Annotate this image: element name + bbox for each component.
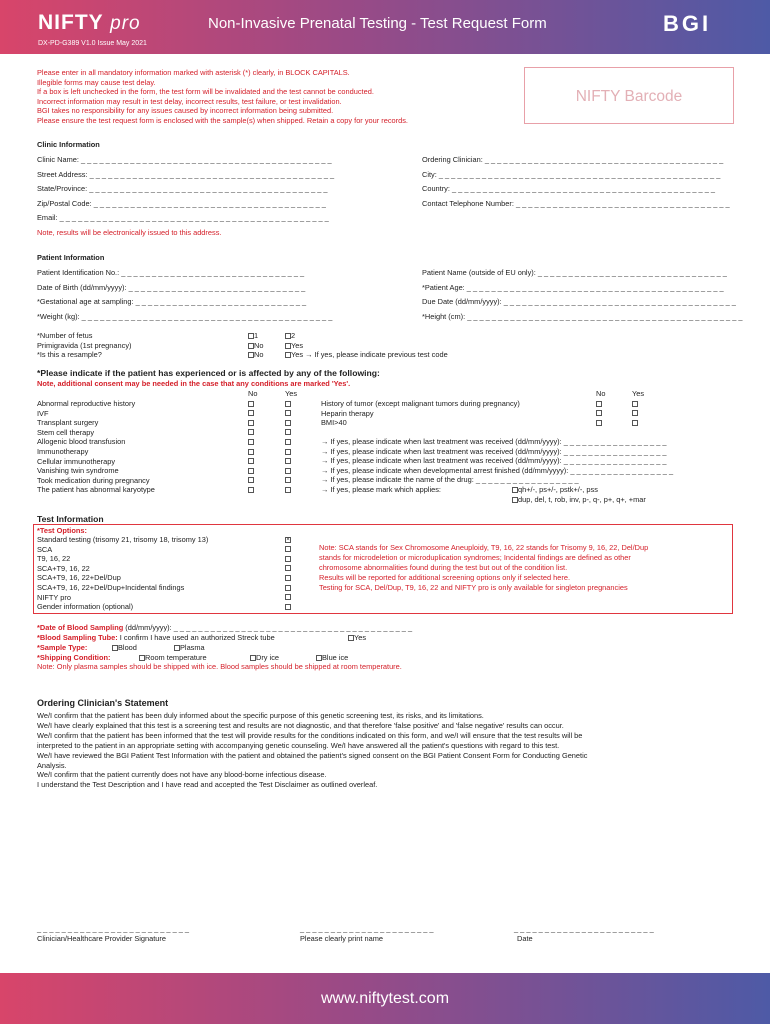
- test-note-line: chromosome abnormalities found during the test but out of the condition list.: [319, 563, 568, 572]
- test-option-checkbox[interactable]: [285, 546, 291, 552]
- followup-blank[interactable]: _ _ _ _ _ _ _ _ _ _ _ _ _ _ _ _ _: [473, 475, 579, 485]
- header-banner: [0, 0, 770, 54]
- test-note-line: Note: SCA stands for Sex Chromosome Aneuploidy, T9, 16, 22 stands for Trisomy 9, 16, 22, Del/Dup: [319, 543, 649, 552]
- condition-label: Vanishing twin syndrome: [37, 466, 119, 476]
- followup-field[interactable]: [321, 485, 441, 494]
- test-option-checkbox[interactable]: [285, 585, 291, 591]
- zip-field[interactable]: Zip/Postal Code: _ _ _ _ _ _ _ _ _ _ _ _ _ _ _ _ _ _ _ _ _ _ _ _ _ _ _ _ _ _ _ _ _ _ _ _ _ _: [37, 199, 326, 208]
- statement-text: [37, 711, 587, 790]
- statement-line: We/I have clearly explained that this test is a screening test and results are not diagnostic, and that therefore 'false positive' and 'false negative' results can occur.: [37, 720, 564, 730]
- country-field[interactable]: Country: _ _ _ _ _ _ _ _ _ _ _ _ _ _ _ _ _ _ _ _ _ _ _ _ _ _ _ _ _ _ _ _ _ _ _ _ _ _ _ _ _ _ _: [422, 184, 715, 193]
- statement-line: Analysis.: [37, 760, 67, 770]
- checkbox-yes[interactable]: [285, 410, 291, 416]
- city-field[interactable]: City: _ _ _ _ _ _ _ _ _ _ _ _ _ _ _ _ _ _ _ _ _ _ _ _ _ _ _ _ _ _ _ _ _ _ _ _ _ _ _ _ _ _ _ _ _ _: [422, 170, 721, 179]
- checkbox-yes[interactable]: [285, 458, 291, 464]
- statement-line: We/I confirm that the patient has been informed that the test will provide results for the conditions indicated on this form, and we/I will ensure that the test results will be: [37, 730, 583, 740]
- test-option-checkbox[interactable]: [285, 556, 291, 562]
- fetus-option-2[interactable]: 2: [285, 331, 295, 340]
- barcode-area: NIFTY Barcode: [524, 67, 734, 124]
- test-option-label: SCA+T9, 16, 22+Del/Dup: [37, 573, 121, 583]
- shipping-dry-ice[interactable]: Dry ice: [250, 653, 279, 662]
- followup-blank[interactable]: _ _ _ _ _ _ _ _ _ _ _ _ _ _ _ _ _: [561, 437, 667, 446]
- test-note-line: stands for microdeletion or microduplication syndromes; Incidental findings are defined as other: [319, 553, 631, 562]
- test-option-label: SCA: [37, 544, 53, 554]
- followup-field[interactable]: [321, 437, 667, 446]
- ordering-clinician-field[interactable]: Ordering Clinician: _ _ _ _ _ _ _ _ _ _ _ _ _ _ _ _ _ _ _ _ _ _ _ _ _ _ _ _ _ _ _ _ _ _ _ _ _ _ _: [422, 155, 724, 164]
- followup-field[interactable]: [321, 447, 667, 456]
- test-note-line: Results will be reported for additional screening options only if selected here.: [319, 573, 571, 582]
- condition-label: Abnormal reproductive history: [37, 399, 136, 408]
- fetus-option-1[interactable]: 1: [248, 331, 258, 340]
- test-option-checkbox[interactable]: [285, 575, 291, 581]
- instruction-line: BGI takes no responsibility for any issues caused by incorrect information being submitted.: [37, 106, 334, 116]
- gestational-age-field[interactable]: *Gestational age at sampling: _ _ _ _ _ _ _ _ _ _ _ _ _ _ _ _ _ _ _ _ _ _ _ _ _ _ _ _: [37, 297, 307, 306]
- col-yes-left: Yes: [285, 389, 298, 398]
- resample-no[interactable]: No: [248, 350, 263, 359]
- street-field[interactable]: Street Address: _ _ _ _ _ _ _ _ _ _ _ _ _ _ _ _ _ _ _ _ _ _ _ _ _ _ _ _ _ _ _ _ _ _ _ _ _ _ _ _: [37, 170, 335, 179]
- checkbox-no[interactable]: [248, 410, 254, 416]
- checkbox-yes[interactable]: [285, 487, 291, 493]
- karyotype-option-2[interactable]: dup, del, t, rob, inv, p-, q-, p+, q+, +mar: [512, 495, 646, 504]
- col-no-right: No: [596, 389, 606, 398]
- checkbox-yes[interactable]: [285, 439, 291, 445]
- nifty-pro-logo: NIFTY pro: [38, 11, 141, 34]
- condition-label: Allogenic blood transfusion: [37, 437, 126, 447]
- checkbox-yes[interactable]: [632, 410, 638, 416]
- shipping-note: Note: Only plasma samples should be shipped with ice. Blood samples should be shipped at room temperature.: [37, 662, 402, 671]
- followup-label: → If yes, please indicate the name of the drug:: [321, 475, 474, 485]
- instruction-line: Please ensure the test request form is enclosed with the sample(s) when shipped. Retain a copy for your records.: [37, 115, 408, 125]
- followup-label: → If yes, please indicate when last treatment was received (dd/mm/yyyy):: [321, 456, 562, 466]
- test-option-label: Standard testing (trisomy 21, trisomy 18, trisomy 13): [37, 535, 209, 544]
- condition-label: Cellular immunotherapy: [37, 456, 116, 466]
- signature-label: Clinician/Healthcare Provider Signature: [37, 934, 166, 943]
- checkbox-no[interactable]: [596, 401, 602, 407]
- state-field[interactable]: State/Province: _ _ _ _ _ _ _ _ _ _ _ _ _ _ _ _ _ _ _ _ _ _ _ _ _ _ _ _ _ _ _ _ _ _ _ _ _ _ _: [37, 184, 328, 193]
- statement-line: I understand the Test Description and I have read and accepted the Test Disclaimer as outlined overleaf.: [37, 780, 378, 790]
- resample-label: *Is this a resample?: [37, 350, 102, 359]
- email-field[interactable]: Email: _ _ _ _ _ _ _ _ _ _ _ _ _ _ _ _ _ _ _ _ _ _ _ _ _ _ _ _ _ _ _ _ _ _ _ _ _ _ _ _ _ _ _ _: [37, 213, 329, 222]
- checkbox-yes[interactable]: [632, 401, 638, 407]
- followup-label: → If yes, please indicate when developmental arrest finished (dd/mm/yyyy):: [321, 465, 569, 475]
- sample-type-plasma[interactable]: Plasma: [174, 643, 205, 652]
- clinic-name-field[interactable]: Clinic Name: _ _ _ _ _ _ _ _ _ _ _ _ _ _ _ _ _ _ _ _ _ _ _ _ _ _ _ _ _ _ _ _ _ _ _ _ _ _ _ _ _: [37, 155, 332, 164]
- test-option-checkbox[interactable]: [285, 594, 291, 600]
- checkbox-yes[interactable]: [285, 420, 291, 426]
- test-option-checkbox[interactable]: ×: [286, 536, 290, 543]
- test-options-label: *Test Options:: [37, 526, 87, 535]
- checkbox-no[interactable]: [248, 487, 254, 493]
- checkbox-no[interactable]: [248, 477, 254, 483]
- weight-field[interactable]: *Weight (kg): _ _ _ _ _ _ _ _ _ _ _ _ _ _ _ _ _ _ _ _ _ _ _ _ _ _ _ _ _ _ _ _ _ _ _ _ _ _ _ _ _: [37, 312, 333, 321]
- patient-name-field[interactable]: Patient Name (outside of EU only): _ _ _ _ _ _ _ _ _ _ _ _ _ _ _ _ _ _ _ _ _ _ _ _ _ _ _ _ _ _ _: [422, 268, 727, 277]
- dob-field[interactable]: Date of Birth (dd/mm/yyyy): _ _ _ _ _ _ _ _ _ _ _ _ _ _ _ _ _ _ _ _ _ _ _ _ _ _ _ _ _: [37, 283, 306, 292]
- followup-field[interactable]: [321, 475, 579, 484]
- statement-line: We/I confirm that the patient currently does not have any blood-borne infectious disease.: [37, 770, 327, 780]
- checkbox-yes[interactable]: [285, 401, 291, 407]
- checkbox-yes[interactable]: [285, 477, 291, 483]
- conditions-note: Note, additional consent may be needed in the case that any conditions are marked 'Yes'.: [37, 379, 351, 388]
- instruction-line: Illegible forms may cause test delay.: [37, 77, 156, 87]
- clinic-heading: Clinic Information: [37, 140, 100, 149]
- primigravida-label: Primigravida (1st pregnancy): [37, 341, 132, 350]
- conditions-heading: *Please indicate if the patient has experienced or is affected by any of the following:: [37, 368, 380, 378]
- test-note: [319, 543, 648, 593]
- checkbox-no[interactable]: [248, 420, 254, 426]
- checkbox-no[interactable]: [248, 439, 254, 445]
- patient-heading: Patient Information: [37, 253, 105, 262]
- statement-heading: Ordering Clinician's Statement: [37, 698, 169, 708]
- checkbox-no[interactable]: [248, 458, 254, 464]
- sampling-tube-row: *Blood Sampling Tube: I confirm I have used an authorized Streck tube: [37, 633, 275, 642]
- statement-line: We/I have reviewed the BGI Patient Test Information with the patient and obtained the patient's signed consent on the BGI Patient Consent Form for Conducting Genetic: [37, 750, 588, 760]
- condition-label: History of tumor (except malignant tumors during pregnancy): [321, 399, 520, 408]
- condition-label: The patient has abnormal karyotype: [37, 485, 155, 495]
- instruction-line: If a box is left unchecked in the form, the test form will be invalidated and the test cannot be conducted.: [37, 87, 374, 97]
- instruction-line: Please enter in all mandatory information marked with asterisk (*) clearly, in BLOCK CAPITALS.: [37, 68, 350, 77]
- sample-type-label: *Sample Type:: [37, 643, 88, 652]
- form-title: Non-Invasive Prenatal Testing - Test Request Form: [208, 15, 547, 32]
- instruction-line: Incorrect information may result in test delay, incorrect results, test failure, or test invalidation.: [37, 96, 342, 106]
- test-option-label: SCA+T9, 16, 22+Del/Dup+Incidental findings: [37, 583, 185, 592]
- followup-blank[interactable]: _ _ _ _ _ _ _ _ _ _ _ _ _ _ _ _ _: [568, 465, 674, 475]
- checkbox-no[interactable]: [596, 420, 602, 426]
- checkbox-yes[interactable]: [632, 420, 638, 426]
- statement-line: We/I confirm that the patient has been duly informed about the specific purpose of this genetic screening test, its risks, and its limitations.: [37, 711, 484, 720]
- phone-field[interactable]: Contact Telephone Number: _ _ _ _ _ _ _ _ _ _ _ _ _ _ _ _ _ _ _ _ _ _ _ _ _ _ _ _ _ _ _ _ _ _ _: [422, 199, 730, 208]
- instructions: [37, 68, 408, 126]
- height-field[interactable]: *Height (cm): _ _ _ _ _ _ _ _ _ _ _ _ _ _ _ _ _ _ _ _ _ _ _ _ _ _ _ _ _ _ _ _ _ _ _ _ _ _ _ _ _ _ _ _ _: [422, 312, 743, 321]
- shipping-room-temp[interactable]: Room temperature: [139, 653, 207, 662]
- test-option-label: Gender information (optional): [37, 602, 134, 612]
- patient-age-field[interactable]: *Patient Age: _ _ _ _ _ _ _ _ _ _ _ _ _ _ _ _ _ _ _ _ _ _ _ _ _ _ _ _ _ _ _ _ _ _ _ _ _ _ _ _ _ _: [422, 283, 724, 292]
- shipping-label: *Shipping Condition:: [37, 653, 111, 662]
- checkbox-no[interactable]: [248, 468, 254, 474]
- fetus-label: *Number of fetus: [37, 331, 93, 340]
- condition-label: Immunotherapy: [37, 447, 89, 456]
- checkbox-yes[interactable]: [285, 429, 291, 435]
- checkbox-no[interactable]: [596, 410, 602, 416]
- signature-line[interactable]: _ _ _ _ _ _ _ _ _ _ _ _ _ _ _ _ _ _ _ _ _ _ _ _ _: [37, 924, 190, 933]
- website-link[interactable]: www.niftytest.com: [320, 990, 450, 1007]
- statement-line: interpreted to the patient in an appropriate setting with accompanying genetic counseling. We/I have answered all the patient's questions with regard to this test.: [37, 740, 560, 750]
- followup-field[interactable]: [321, 456, 667, 465]
- condition-label: Stem cell therapy: [37, 427, 95, 437]
- condition-label: Took medication during pregnancy: [37, 475, 150, 485]
- document-id: DX-PD-G389 V1.0 Issue May 2021: [38, 40, 147, 47]
- date-label: Date: [517, 934, 533, 943]
- shipping-blue-ice[interactable]: Blue ice: [316, 653, 348, 662]
- bgi-logo: [640, 12, 735, 34]
- condition-label: BMI>40: [321, 418, 347, 428]
- checkbox-no[interactable]: [248, 449, 254, 455]
- test-option-label: SCA+T9, 16, 22: [37, 563, 90, 573]
- test-note-line: Testing for SCA, Del/Dup, T9, 16, 22 and NIFTY pro is only available for singleton pregnancies: [319, 583, 628, 592]
- print-name-line[interactable]: _ _ _ _ _ _ _ _ _ _ _ _ _ _ _ _ _ _ _ _ _ _: [300, 924, 434, 933]
- resample-yes[interactable]: Yes → If yes, please indicate previous test code: [285, 350, 448, 359]
- svg-text:BGI: BGI: [662, 12, 712, 34]
- checkbox-no[interactable]: [248, 429, 254, 435]
- checkbox-yes[interactable]: [285, 468, 291, 474]
- condition-label: Heparin therapy: [321, 408, 374, 418]
- followup-blank[interactable]: _ _ _ _ _ _ _ _ _ _ _ _ _ _ _ _ _: [561, 456, 667, 466]
- condition-label: IVF: [37, 408, 49, 418]
- due-date-field[interactable]: Due Date (dd/mm/yyyy): _ _ _ _ _ _ _ _ _ _ _ _ _ _ _ _ _ _ _ _ _ _ _ _ _ _ _ _ _ _ _ _ _ _ _ _ _ _: [422, 297, 736, 306]
- footer-banner: [0, 973, 770, 1024]
- primigravida-no[interactable]: No: [248, 341, 263, 350]
- col-yes-right: Yes: [632, 389, 645, 398]
- test-option-checkbox[interactable]: [285, 604, 291, 610]
- checkbox-yes[interactable]: [285, 449, 291, 455]
- followup-label: → If yes, please indicate when last treatment was received (dd/mm/yyyy):: [321, 446, 562, 456]
- email-note: Note, results will be electronically issued to this address.: [37, 228, 222, 237]
- test-option-label: T9, 16, 22: [37, 554, 71, 564]
- date-line[interactable]: _ _ _ _ _ _ _ _ _ _ _ _ _ _ _ _ _ _ _ _ _ _ _: [514, 924, 654, 933]
- test-option-label: NIFTY pro: [37, 592, 71, 602]
- checkbox-no[interactable]: [248, 401, 254, 407]
- sample-type-blood[interactable]: Blood: [112, 643, 137, 652]
- followup-label: → If yes, please mark which applies:: [321, 485, 441, 494]
- patient-id-field[interactable]: Patient Identification No.: _ _ _ _ _ _ _ _ _ _ _ _ _ _ _ _ _ _ _ _ _ _ _ _ _ _ _ _ _ _: [37, 268, 305, 277]
- followup-label: → If yes, please indicate when last treatment was received (dd/mm/yyyy):: [321, 437, 562, 446]
- print-name-label: Please clearly print name: [300, 934, 383, 943]
- condition-label: Transplant surgery: [37, 418, 99, 428]
- followup-field[interactable]: [321, 466, 673, 475]
- blood-sampling-date-field[interactable]: *Date of Blood Sampling (dd/mm/yyyy): _ _ _ _ _ _ _ _ _ _ _ _ _ _ _ _ _ _ _ _ _ _ _ _ _ _ _ _ _ _ _ _ _ _ _ _ _ _ _: [37, 623, 413, 632]
- karyotype-option-1[interactable]: qh+/-, ps+/-, pstk+/-, pss: [512, 485, 598, 494]
- followup-blank[interactable]: _ _ _ _ _ _ _ _ _ _ _ _ _ _ _ _ _: [561, 446, 667, 456]
- test-heading: Test Information: [37, 514, 104, 524]
- col-no-left: No: [248, 389, 258, 398]
- test-option-checkbox[interactable]: [285, 565, 291, 571]
- primigravida-yes[interactable]: Yes: [285, 341, 303, 350]
- tube-yes[interactable]: Yes: [348, 633, 366, 642]
